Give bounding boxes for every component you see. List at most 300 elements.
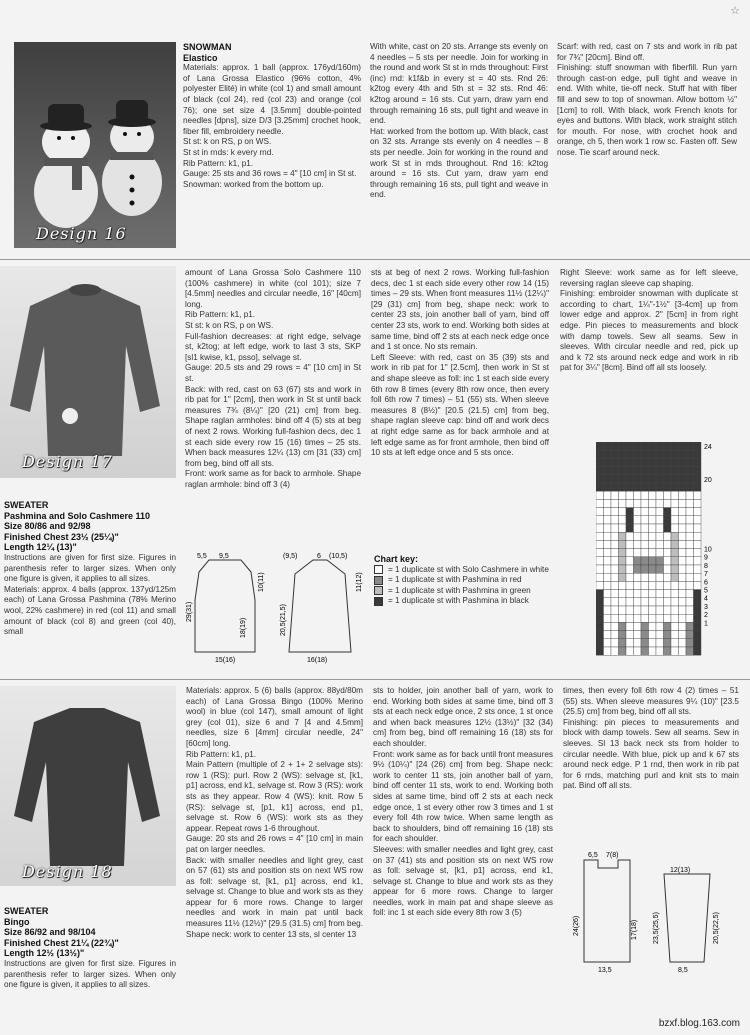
sch-body-h1: 24(26) — [573, 915, 580, 936]
chart-cell — [694, 508, 702, 516]
chart-cell — [604, 549, 612, 557]
chart-cell — [656, 614, 664, 622]
chart-cell — [596, 557, 604, 565]
d18-sleeves-cont: times, then every foll 6th row 4 (2) times – 51 (55) sts. When sleeve measures 9¼ (10)" [23.5 (25.5) cm] from beg, bind off all sts. — [563, 686, 739, 717]
chart-cell — [694, 442, 702, 450]
chart-cell — [649, 524, 657, 532]
chart-cell — [596, 540, 604, 548]
chart-cell — [619, 475, 627, 483]
chart-cell — [656, 549, 664, 557]
chart-cell — [649, 442, 657, 450]
chart-cell — [671, 491, 679, 499]
d17-finishing: Finishing: embroider snowman with duplicate st according to chart, 1¼"-1½" [3-4cm] up from lower edge and approx. 2" [5cm] in from right edge. Pin pieces to measurements and block with damp towels. Sew all seams. Sew in sleeves. With circular needle and red, pick up and k 72 sts around neck edge and work in rib pat for 3¼" [8cm]. Bind off all sts loosely. — [560, 289, 738, 373]
chart-cell — [634, 524, 642, 532]
chart-cell — [626, 598, 634, 606]
chart-cell — [596, 450, 604, 458]
chart-cell — [619, 622, 627, 630]
chart-cell — [649, 549, 657, 557]
d17-subtitle: Pashmina and Solo Cashmere 110 — [4, 510, 151, 521]
chart-cell — [619, 631, 627, 639]
chart-cell — [634, 549, 642, 557]
chart-cell — [634, 467, 642, 475]
chart-cell — [619, 598, 627, 606]
chart-cell — [641, 631, 649, 639]
chart-cell — [649, 614, 657, 622]
chart-cell — [611, 549, 619, 557]
chart-key-item: = 1 duplicate st with Pashmina in green — [374, 586, 574, 597]
sch-sleeve-h1: 11(12) — [356, 572, 363, 592]
chart-cell — [664, 647, 672, 655]
chart-cell — [626, 499, 634, 507]
chart-cell — [694, 639, 702, 647]
chart-cell — [641, 540, 649, 548]
chart-cell — [649, 557, 657, 565]
chart-cell — [694, 557, 702, 565]
chart-cell — [604, 483, 612, 491]
d18-sleeve-schematic — [652, 864, 722, 980]
footer-url: bzxf.blog.163.com — [658, 1018, 740, 1029]
chart-cell — [604, 581, 612, 589]
chart-cell — [634, 598, 642, 606]
chart-cell — [656, 540, 664, 548]
d17-col1 — [4, 500, 176, 638]
chart-cell — [671, 581, 679, 589]
chart-cell — [664, 598, 672, 606]
chart-cell — [664, 557, 672, 565]
chart-cell — [641, 565, 649, 573]
chart-cell — [611, 491, 619, 499]
chart-cell — [596, 467, 604, 475]
d18-materials: Materials: approx. 5 (6) balls (approx. 88yd/80m each) of Lana Grossa Bingo (100% Merino wool) in blue (col 147), small amount of light grey (col 01), size 6 and 7 [4 and 4.5mm] needles, size 6 [4mm] circular needle, 24" [60cm] long. — [186, 686, 363, 748]
chart-cell — [664, 573, 672, 581]
chart-cell — [634, 499, 642, 507]
d17-left-sleeve: Left Sleeve: with red, cast on 35 (39) sts and work in rib pat for 1" [2.5cm], then work in St st and shape sleeve as foll: inc 1 st each side every 6th row 8 times (every 8th row once, then every foll 6th row 7 times) – 51 (55) sts. When sleeve measures 8 (8½)" [20.5 (21.5) cm] from beg, shape raglan sleeve cap: bind off and work decs at right edge same as for back armhole and at left edge same as for front armhole, then bind off 10 sts at left edge once and 5 sts once. — [371, 352, 549, 458]
chart-cell — [596, 442, 604, 450]
chart-cell — [656, 458, 664, 466]
chart-cell — [679, 532, 687, 540]
chart-cell — [656, 631, 664, 639]
chart-cell — [686, 647, 694, 655]
chart-row-label: 8 — [704, 562, 708, 570]
d17-chest: Finished Chest 23½ (25¼)" — [4, 531, 119, 542]
chart-cell — [686, 540, 694, 548]
chart-cell — [656, 499, 664, 507]
chart-cell — [641, 508, 649, 516]
sch-sleeve-h2: 20,5(21,5) — [280, 604, 287, 636]
chart-cell — [619, 549, 627, 557]
chart-cell — [664, 467, 672, 475]
chart-cell — [626, 549, 634, 557]
chart-cell — [664, 458, 672, 466]
chart-cell — [634, 606, 642, 614]
chart-cell — [656, 475, 664, 483]
chart-cell — [671, 442, 679, 450]
d18-finishing: Finishing: pin pieces to measurements and block with damp towels. Sew all seams. Sew in sleeves. Sl 13 back neck sts from holder to circular needle. With blue, pick up and k 67 sts around neck edge. P 1 rnd, then work in rib pat for 6 rnds, matching purl and knit sts to main pat. Bind off all sts. — [563, 717, 739, 791]
chart-cell — [611, 590, 619, 598]
chart-cell — [596, 475, 604, 483]
chart-cell — [679, 524, 687, 532]
chart-cell — [671, 483, 679, 491]
chart-cell — [596, 532, 604, 540]
chart-cell — [619, 581, 627, 589]
chart-cell — [604, 639, 612, 647]
divider — [0, 259, 750, 260]
chart-cell — [664, 532, 672, 540]
chart-cell — [664, 614, 672, 622]
chart-cell — [656, 590, 664, 598]
design-label: Design 17 — [22, 452, 113, 471]
chart-cell — [686, 483, 694, 491]
chart-cell — [679, 467, 687, 475]
snowman-photo — [14, 42, 176, 248]
d17-gauge: Gauge: 20.5 sts and 29 rows = 4" [10 cm] in St st. — [185, 363, 361, 383]
chart-cell — [694, 573, 702, 581]
chart-cell — [656, 622, 664, 630]
chart-cell — [694, 458, 702, 466]
chart-cell — [619, 573, 627, 581]
chart-cell — [679, 631, 687, 639]
chart-cell — [619, 524, 627, 532]
chart-cell — [641, 458, 649, 466]
chart-cell — [626, 631, 634, 639]
chart-cell — [604, 508, 612, 516]
chart-cell — [634, 442, 642, 450]
chart-cell — [611, 614, 619, 622]
chart-cell — [656, 606, 664, 614]
chart-cell — [604, 516, 612, 524]
d16-finishing: Finishing: stuff snowman with fiberfill. Run yarn through cast-on edge, pull tight and weave in end. With white, tie-off neck. Stuff hat with fiber fill and sew to top of snowman. Allow bottom ½" [1cm] to roll. With black, work French knots for eyes and buttons. With black, work straight stitch for mouth. For nose, with crochet hook and orange, ch 5, then work 1 row sc. Fasten off. Sew nose. Tie scarf around neck. — [557, 63, 737, 157]
chart-cell — [626, 450, 634, 458]
chart-cell — [626, 483, 634, 491]
chart-cell — [641, 524, 649, 532]
chart-cell — [611, 647, 619, 655]
chart-cell — [664, 442, 672, 450]
chart-cell — [611, 450, 619, 458]
chart-row-label: 3 — [704, 603, 708, 611]
chart-cell — [619, 499, 627, 507]
chart-cell — [686, 450, 694, 458]
chart-cell — [604, 573, 612, 581]
chart-cell — [694, 614, 702, 622]
design-18-section — [0, 682, 750, 1022]
chart-cell — [649, 540, 657, 548]
sch-sl-h2: 20,5(22,5) — [713, 912, 720, 944]
chart-cell — [604, 442, 612, 450]
chart-cell — [679, 557, 687, 565]
chart-cell — [611, 598, 619, 606]
chart-cell — [596, 549, 604, 557]
sweater-illustration — [0, 686, 176, 886]
chart-cell — [686, 467, 694, 475]
chart-cell — [664, 524, 672, 532]
chart-cell — [649, 499, 657, 507]
sch-body-b: 13,5 — [598, 967, 612, 974]
chart-cell — [686, 622, 694, 630]
chart-cell — [686, 524, 694, 532]
chart-row-label: 4 — [704, 595, 708, 603]
chart-cell — [686, 499, 694, 507]
chart-cell — [604, 499, 612, 507]
chart-cell — [656, 598, 664, 606]
chart-cell — [596, 499, 604, 507]
chart-cell — [619, 647, 627, 655]
chart-cell — [656, 581, 664, 589]
chart-cell — [619, 557, 627, 565]
chart-cell — [656, 516, 664, 524]
chart-cell — [634, 540, 642, 548]
sch-sl-h1: 23,5(25,5) — [653, 912, 660, 944]
chart-cell — [649, 565, 657, 573]
chart-cell — [679, 590, 687, 598]
chart-cell — [604, 450, 612, 458]
chart-row-label: 1 — [704, 620, 708, 628]
chart-cell — [611, 475, 619, 483]
chart-cell — [634, 450, 642, 458]
chart-cell — [686, 590, 694, 598]
chart-cell — [641, 442, 649, 450]
chart-cell — [641, 491, 649, 499]
chart-cell — [679, 499, 687, 507]
chart-cell — [626, 524, 634, 532]
chart-cell — [596, 590, 604, 598]
sch-back-h2: 29(31) — [186, 601, 193, 622]
chart-cell — [671, 475, 679, 483]
chart-cell — [671, 639, 679, 647]
chart-cell — [686, 516, 694, 524]
chart-cell — [611, 467, 619, 475]
sch-sleeve-b: 16(18) — [307, 657, 328, 664]
chart-cell — [694, 532, 702, 540]
chart-cell — [611, 581, 619, 589]
sweater-blue-photo — [0, 686, 176, 886]
chart-cell — [619, 508, 627, 516]
chart-cell — [619, 491, 627, 499]
d16-materials: Materials: approx. 1 ball (approx. 176yd/160m) of Lana Grossa Elastico (96% cotton, 4% polyester Elité) in white (col 1) and small amount of black (col 24), red (col 23) and orange (col 76); one set size 4 [3.5mm] double-pointed needles [dpns], size D/3 [3.25mm] crochet hook, fiber fill, embroidery needle. — [183, 63, 361, 136]
chart-cell — [656, 532, 664, 540]
chart-cell — [604, 622, 612, 630]
d17-size: Size 80/86 and 92/98 — [4, 521, 91, 532]
chart-cell — [596, 491, 604, 499]
sch-back-w: 9,5 — [219, 553, 229, 560]
chart-cell — [626, 606, 634, 614]
sleeve-schematic — [275, 552, 365, 664]
chart-row-label: 6 — [704, 579, 708, 587]
chart-cell — [634, 573, 642, 581]
sch-sl-b: 8,5 — [678, 967, 688, 974]
chart-cell — [611, 622, 619, 630]
chart-cell — [686, 639, 694, 647]
chart-cell — [596, 639, 604, 647]
chart-cell — [604, 491, 612, 499]
chart-cell — [611, 631, 619, 639]
chart-cell — [619, 532, 627, 540]
chart-cell — [596, 622, 604, 630]
chart-cell — [641, 549, 649, 557]
d17-note: Instructions are given for first size. Figures in parenthesis refer to larger sizes. When only one figure is given, it applies to all sizes. — [4, 552, 176, 584]
d16-subtitle: Elastico — [183, 52, 218, 63]
chart-cell — [679, 581, 687, 589]
chart-cell — [641, 647, 649, 655]
chart-cell — [611, 606, 619, 614]
chart-cell — [694, 450, 702, 458]
chart-cell — [686, 573, 694, 581]
chart-cell — [694, 647, 702, 655]
chart-cell — [671, 508, 679, 516]
chart-cell — [619, 540, 627, 548]
chart-cell — [664, 639, 672, 647]
chart-cell — [604, 540, 612, 548]
chart-cell — [649, 581, 657, 589]
chart-cell — [596, 598, 604, 606]
chart-cell — [626, 540, 634, 548]
chart-cell — [671, 622, 679, 630]
sweater-illustration — [0, 266, 176, 478]
chart-cell — [604, 524, 612, 532]
chart-cell — [596, 458, 604, 466]
chart-cell — [679, 483, 687, 491]
chart-cell — [671, 573, 679, 581]
chart-cell — [626, 475, 634, 483]
d18-title: SWEATER — [4, 906, 49, 916]
chart-cell — [611, 499, 619, 507]
sch-body-h2: 17(18) — [631, 919, 638, 940]
chart-cell — [634, 622, 642, 630]
d18-col1 — [4, 906, 176, 991]
chart-cell — [604, 614, 612, 622]
chart-cell — [679, 491, 687, 499]
chart-cell — [686, 458, 694, 466]
d17-st: St st: k on RS, p on WS. — [185, 320, 274, 330]
chart-cell — [604, 532, 612, 540]
d18-size: Size 86/92 and 98/104 — [4, 927, 96, 938]
chart-cell — [649, 631, 657, 639]
chart-cell — [664, 590, 672, 598]
chart-cell — [641, 475, 649, 483]
d18-back: Back: with smaller needles and light grey, cast on 57 (61) sts and position sts on next WS row as foll: selvage st, [k1, p1] across, end k1, selvage st. Change to blue and work sts as they appear for 6 more rows. Change to larger needles and work in main pat until back measures 11½ (12½)" [29.5 (31.5) cm] from beg. Shape neck: work to center 13 sts, sl center 13 — [186, 855, 363, 939]
chart-cell — [641, 499, 649, 507]
sch-body-top: 6,5 — [588, 852, 598, 859]
chart-cell — [649, 483, 657, 491]
chart-cell — [604, 590, 612, 598]
chart-cell — [626, 557, 634, 565]
chart-cell — [611, 565, 619, 573]
d16-col3 — [557, 42, 737, 159]
chart-cell — [664, 631, 672, 639]
d18-col3 — [373, 686, 553, 919]
chart-cell — [619, 458, 627, 466]
d18-col2 — [186, 686, 363, 940]
chart-cell — [679, 540, 687, 548]
chart-cell — [604, 598, 612, 606]
chart-cell — [634, 639, 642, 647]
d17-front: Front: work same as for back to armhole. Shape raglan armhole: bind off 3 (4) — [185, 469, 361, 489]
chart-cell — [664, 622, 672, 630]
chart-cell — [686, 508, 694, 516]
chart-cell — [656, 508, 664, 516]
chart-row-label: 10 — [704, 546, 712, 554]
chart-cell — [671, 590, 679, 598]
chart-cell — [671, 450, 679, 458]
white-swatch-icon — [374, 565, 383, 574]
chart-cell — [604, 565, 612, 573]
chart-cell — [626, 573, 634, 581]
chart-row-label: 24 — [704, 444, 712, 451]
chart-cell — [641, 557, 649, 565]
chart-cell — [679, 516, 687, 524]
chart-cell — [626, 491, 634, 499]
chart-cell — [604, 557, 612, 565]
design-label: Design 18 — [22, 862, 113, 881]
chart-cell — [679, 647, 687, 655]
chart-cell — [686, 532, 694, 540]
d17-back: Back: with red, cast on 63 (67) sts and work in rib pat for 1" [2cm], then work in St st until back measures 7¾ (8¼)" [20 (21) cm] from beg. Shape raglan armholes: bind off 4 (5) sts at beg of next 2 rows. Working full-fashion decs, dec 1 st each side every row 15 (16) times – 25 sts. When back measures 12¼ (13) cm [31 (33) cm] from beg, bind off all sts. — [185, 384, 361, 468]
chart-cell — [686, 565, 694, 573]
chart-cell — [641, 606, 649, 614]
d18-note: Instructions are given for first size. Figures in parenthesis refer to larger sizes. When only one figure is given, it applies to all sizes. — [4, 958, 176, 990]
chart-cell — [611, 516, 619, 524]
chart-cell — [634, 581, 642, 589]
chart-cell — [626, 622, 634, 630]
chart-cell — [679, 475, 687, 483]
chart-cell — [664, 581, 672, 589]
chart-cell — [634, 565, 642, 573]
chart-key-item: = 1 duplicate st with Pashmina in black — [374, 596, 574, 607]
chart-cell — [641, 590, 649, 598]
d17-materials: Materials: approx. 4 balls (approx. 137yd/125m each) of Lana Grossa Pashmina (78% Merino wool, 22% cashmere) in red (col 11) and small amount of black (col 8) and green (col 40), small — [4, 584, 176, 637]
chart-cell — [694, 524, 702, 532]
d16-scarf: Scarf: with red, cast on 7 sts and work in rib pat for 7¾" [20cm]. Bind off. — [557, 42, 737, 62]
d16-st: St st: k on RS, p on WS. — [183, 137, 272, 147]
chart-cell — [649, 598, 657, 606]
chart-cell — [626, 590, 634, 598]
chart-cell — [694, 549, 702, 557]
chart-cell — [596, 606, 604, 614]
sch-sleeve-t3: (10,5) — [329, 553, 348, 560]
chart-cell — [679, 614, 687, 622]
chart-cell — [611, 458, 619, 466]
sweater-red-photo — [0, 266, 176, 478]
chart-cell — [694, 516, 702, 524]
d17-title: SWEATER — [4, 500, 49, 510]
chart-cell — [619, 606, 627, 614]
chart-cell — [694, 631, 702, 639]
red-swatch-icon — [374, 576, 383, 585]
chart-cell — [619, 467, 627, 475]
chart-cell — [679, 442, 687, 450]
chart-cell — [664, 540, 672, 548]
chart-cell — [679, 508, 687, 516]
black-swatch-icon — [374, 597, 383, 606]
d17-rib: Rib Pattern: k1, p1. — [185, 310, 256, 320]
chart-cell — [634, 631, 642, 639]
chart-cell — [656, 639, 664, 647]
chart-key-item: = 1 duplicate st with Pashmina in red — [374, 575, 574, 586]
chart-cell — [686, 631, 694, 639]
chart-cell — [619, 639, 627, 647]
chart-cell — [656, 565, 664, 573]
d17-col2 — [185, 268, 361, 490]
d18-chest: Finished Chest 21¼ (22¾)" — [4, 937, 119, 948]
d17-front-cont: sts at beg of next 2 rows. Working full-fashion decs, dec 1 st each side every other row 14 (15) times – 29 sts. When front measures 11½ (12¼)" [29 (31) cm] from beg, shape neck: work to center 23 sts, join another ball of yarn, bind off center 23 sts, work to end. Working both sides at same time, bind off 2 sts at each neck edge once and 1 st once. No sts remain. — [371, 268, 549, 352]
chart-cell — [604, 458, 612, 466]
chart-cell — [626, 614, 634, 622]
chart-cell — [611, 508, 619, 516]
chart-cell — [626, 581, 634, 589]
chart-cell — [671, 565, 679, 573]
sch-back-h3: 18(19) — [240, 617, 247, 638]
chart-grid — [596, 442, 716, 664]
snowman-chart — [596, 442, 716, 664]
